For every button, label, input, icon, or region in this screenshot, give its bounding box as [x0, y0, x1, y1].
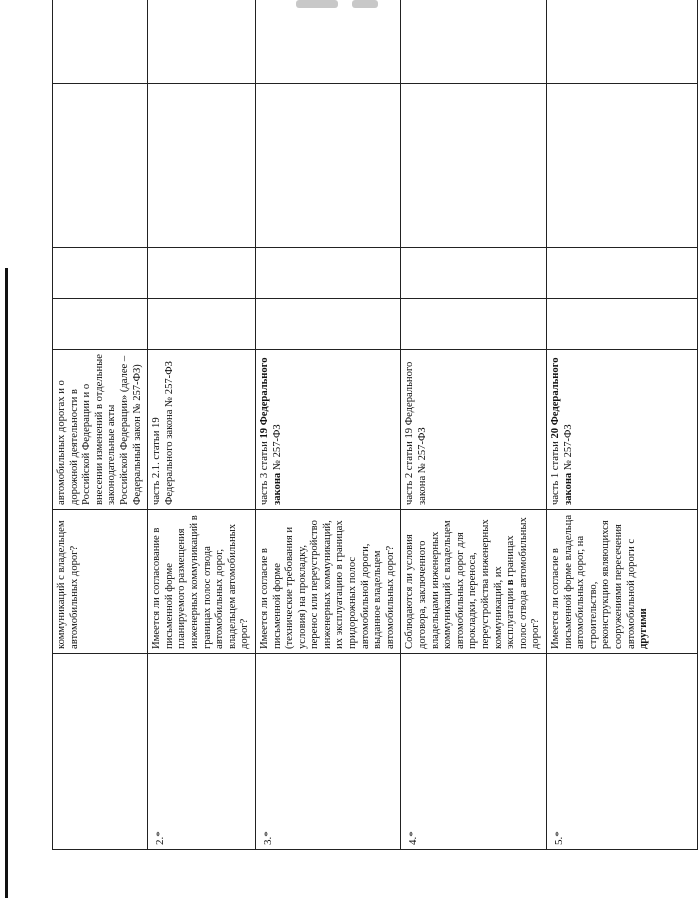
- table-row: [546, 0, 697, 850]
- question-cell: [401, 510, 547, 654]
- question-bold: в: [505, 579, 517, 586]
- row-number: 4.*: [401, 654, 547, 850]
- table-row: [255, 0, 401, 850]
- question-cell: коммуникаций с владельцем автомобильных дорог?: [53, 510, 148, 654]
- empty-cell: [53, 84, 148, 248]
- reference-text: № 257-ФЗ: [562, 424, 574, 471]
- question-text: границах полос отвода автомобильных дорог?: [505, 517, 542, 649]
- margin-bar: [5, 268, 8, 898]
- reference-text: часть 3 статьи: [258, 441, 270, 505]
- question-text: Соблюдаются ли условия договора, заключенного владельцами инженерных коммуникаций с владельцем автомобильных дорог для прокладки, переноса, переустройства инженерных коммуникаций, их эксплуатации: [404, 519, 517, 649]
- empty-cell: [255, 248, 401, 299]
- empty-cell: [255, 299, 401, 350]
- reference-cell: [546, 350, 697, 510]
- empty-cell: [255, 0, 401, 84]
- reference-text: № 257-ФЗ: [271, 424, 283, 471]
- reference-bold: 20 Федерального закона: [549, 357, 574, 505]
- table-row: [148, 0, 256, 850]
- reference-text: часть 1 статьи: [549, 441, 561, 505]
- table-row: [401, 0, 547, 850]
- question-cell: Имеется ли согласование в письменной форме планируемого размещения инженерных коммуникаций в границах полос отвода автомобильных дорог, владельцем автомобильных дорог?: [148, 510, 256, 654]
- empty-cell: [401, 0, 547, 84]
- reference-cell: часть 2.1. статьи 19 Федерального закона № 257-ФЗ: [148, 350, 256, 510]
- checklist-table: [52, 0, 698, 850]
- question-cell: [546, 510, 697, 654]
- row-number: [53, 654, 148, 850]
- empty-cell: [148, 299, 256, 350]
- reference-cell: автомобильных дорогах и о дорожной деятельности в Российской Федерации и о внесении изменений в отдельные законодательные акты Российской Федерации» (далее – Федеральный закон № 257-ФЗ): [53, 350, 148, 510]
- empty-cell: [148, 0, 256, 84]
- empty-cell: [53, 0, 148, 84]
- rotated-table-wrapper: [52, 52, 650, 850]
- empty-cell: [546, 84, 697, 248]
- empty-cell: [546, 0, 697, 84]
- row-number: 3.*: [255, 654, 401, 850]
- reference-cell: [255, 350, 401, 510]
- empty-cell: [546, 248, 697, 299]
- empty-cell: [401, 84, 547, 248]
- empty-cell: [53, 248, 148, 299]
- empty-cell: [53, 299, 148, 350]
- question-cell: Имеется ли согласие в письменной форме (технические требования и условия) на прокладку, перенос или переустройство инженерных коммуникаций, их эксплуатацию в границах придорожных полос автомобильной дороги, выданное владельцем автомобильных дорог?: [255, 510, 401, 654]
- reference-cell: часть 2 статьи 19 Федерального закона № 257-ФЗ: [401, 350, 547, 510]
- table-row: [53, 0, 148, 850]
- empty-cell: [401, 248, 547, 299]
- empty-cell: [148, 84, 256, 248]
- empty-cell: [401, 299, 547, 350]
- row-number: 5.*: [546, 654, 697, 850]
- reference-bold: 19 Федерального закона: [258, 357, 283, 505]
- empty-cell: [148, 248, 256, 299]
- empty-cell: [546, 299, 697, 350]
- empty-cell: [255, 84, 401, 248]
- row-number: 2.*: [148, 654, 256, 850]
- question-text: Имеется ли согласие в письменной форме владельца автомобильных дорог, на строительство, реконструкцию являющихся сооружениями пересечения автомобильной дороги с: [549, 514, 637, 649]
- question-bold: другими: [638, 608, 650, 649]
